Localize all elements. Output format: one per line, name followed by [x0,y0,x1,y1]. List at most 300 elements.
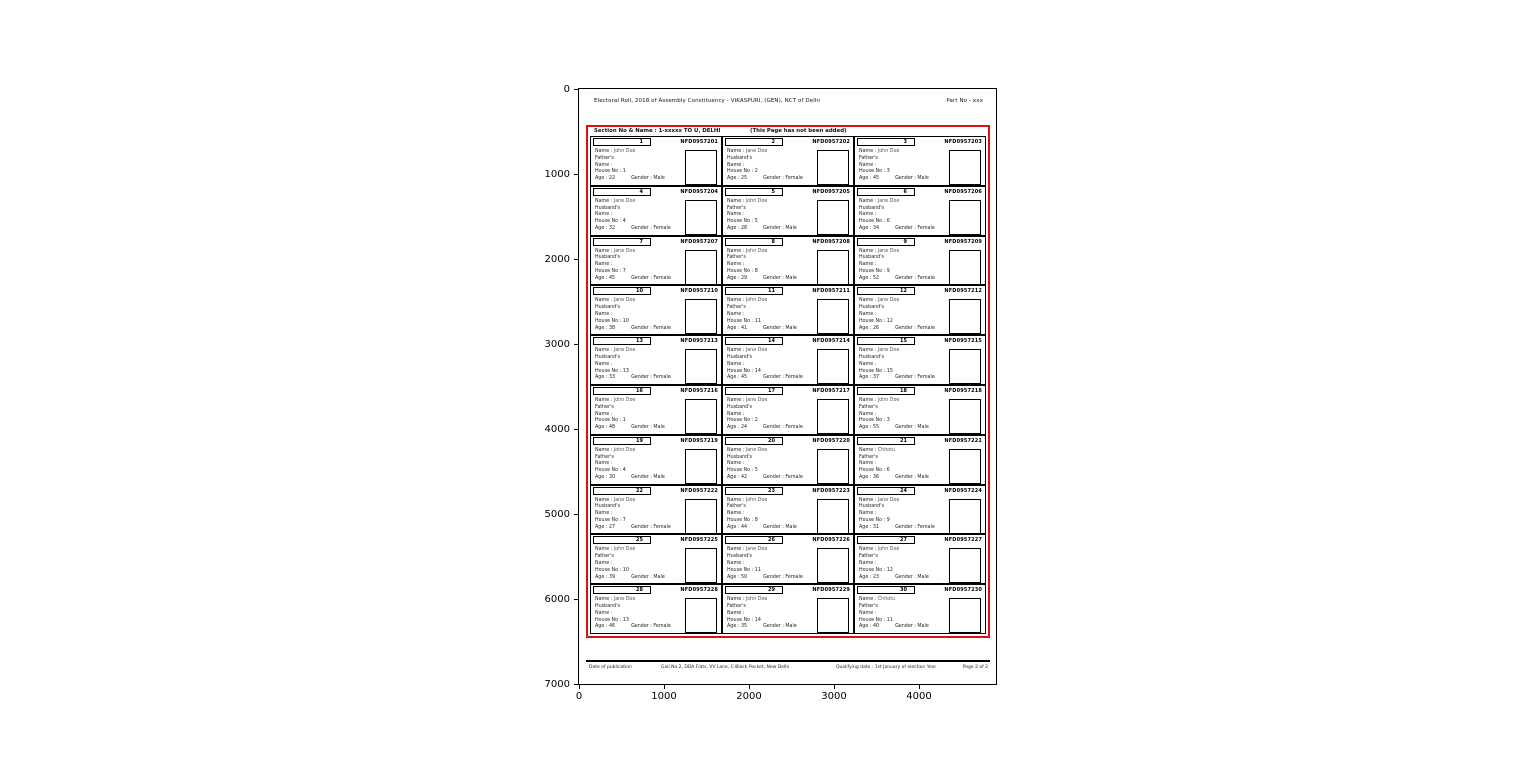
serial-number-box [857,536,915,544]
x-tick-label: 2000 [736,691,762,702]
epic-number: NFD0957226 [812,537,850,544]
gender-value: Female [917,375,935,381]
relation-name-label: Name : [727,212,745,218]
age-value: 46 [608,624,616,630]
voter-fields [595,348,687,382]
name-line [595,597,687,604]
name-label: Name : [727,447,745,453]
house-value: 4 [622,468,626,474]
serial-number: 10 [636,288,643,295]
voter-fields [595,597,687,631]
photo-placeholder-box [949,598,981,633]
age-gender-line [859,176,951,183]
house-line [727,269,819,276]
voter-fields [727,348,819,382]
footer-qualifying-date: Qualifying date : 1st January of election Year [836,665,937,670]
photo-placeholder-box [685,449,717,484]
y-tick-mark [574,89,578,90]
serial-number-box [857,337,915,345]
serial-number-box [725,487,783,495]
voter-fields [859,398,951,432]
age-value: 27 [608,524,616,530]
gender-pair [763,326,797,333]
age-pair [859,475,879,482]
epic-number: NFD0957208 [812,238,850,245]
age-value: 45 [608,275,616,281]
relation-name-label: Name : [595,162,613,168]
house-line [595,269,687,276]
age-label: Age : [859,574,872,580]
house-value: 9 [886,517,890,523]
relation-name-line [859,511,951,518]
relation-label: Husband's [859,305,885,311]
age-label: Age : [727,574,740,580]
epic-number: NFD0957203 [944,139,982,145]
serial-number: 19 [636,437,643,444]
serial-number: 11 [768,288,775,295]
gender-value: Male [653,474,665,480]
gender-label: Gender : [895,425,916,431]
epic-number: NFD0957212 [944,288,982,295]
house-value: 6 [886,219,890,225]
name-label: Name : [595,248,613,254]
y-tick-mark [574,259,578,260]
serial-number-box [857,586,915,594]
name-line [859,348,951,355]
age-pair [859,624,879,631]
relation-name-label: Name : [859,212,877,218]
house-line [859,468,951,475]
gender-value: Female [653,225,671,231]
relation-name-line [595,511,687,518]
x-tick-mark [579,685,580,689]
relation-label: Husband's [727,454,753,460]
gender-value: Male [917,425,929,431]
y-tick-mark [574,514,578,515]
photo-placeholder-box [949,200,981,235]
house-line [595,319,687,326]
house-label: House No : [595,268,622,274]
relation-label: Father's [859,603,878,609]
voter-row [591,237,985,287]
age-gender-line [727,475,819,482]
gender-value: Male [785,524,797,530]
age-label: Age : [859,474,872,480]
gender-pair [631,425,665,432]
gender-value: Female [917,325,935,331]
serial-number: 8 [771,238,775,245]
photo-placeholder-box [817,299,849,334]
age-label: Age : [859,176,872,182]
name-label: Name : [859,447,877,453]
house-line [727,568,819,575]
gender-pair [631,475,665,482]
age-pair [859,375,879,382]
house-line [595,468,687,475]
relation-label-line [859,554,951,561]
age-gender-line [595,525,687,532]
name-value: Jane Doe [877,298,900,304]
y-tick-label: 6000 [544,594,570,606]
epic-number: NFD0957214 [812,338,850,345]
footer-divider [586,660,990,662]
serial-number: 6 [903,188,907,195]
serial-number: 7 [639,238,643,245]
voter-fields [595,249,687,283]
house-value: 11 [754,567,761,573]
age-gender-line [859,276,951,283]
relation-label: Father's [859,155,878,161]
epic-number: NFD0957204 [680,188,718,195]
age-value: 45 [740,375,748,381]
age-gender-line [859,575,951,582]
name-line [727,597,819,604]
house-label: House No : [727,219,754,225]
house-label: House No : [595,468,622,474]
photo-placeholder-box [685,598,717,633]
gender-pair [895,575,929,582]
relation-name-line [595,362,687,369]
age-value: 40 [872,624,880,630]
photo-placeholder-box [685,200,717,235]
age-pair [595,525,615,532]
serial-number: 23 [768,487,775,494]
name-value: Jane Doe [613,248,636,254]
epic-number: NFD0957213 [680,338,718,345]
name-line [859,149,951,156]
house-label: House No : [727,418,754,424]
serial-number-box [593,287,651,295]
photo-placeholder-box [817,449,849,484]
house-value: 13 [622,617,629,623]
voter-fields [595,547,687,581]
gender-value: Female [917,275,935,281]
footer-publication: Date of publication [589,665,632,670]
house-value: 5 [754,219,758,225]
age-value: 39 [608,574,616,580]
name-value: Chhotu [877,597,896,603]
age-gender-line [727,575,819,582]
name-value: John Doe [745,298,768,304]
house-label: House No : [859,517,886,523]
name-value: Jane Doe [745,397,768,403]
name-label: Name : [595,497,613,503]
age-label: Age : [595,574,608,580]
relation-label-line [727,604,819,611]
relation-label: Husband's [727,155,753,161]
house-value: 11 [886,617,893,623]
epic-number: NFD0957217 [812,387,850,394]
photo-placeholder-box [685,548,717,583]
voter-card [721,436,853,484]
voter-card [591,386,721,434]
section-row [588,127,988,136]
relation-name-line [595,262,687,269]
age-value: 24 [740,425,748,431]
epic-number: NFD0957220 [812,437,850,444]
age-gender-line [727,176,819,183]
age-gender-line [859,525,951,532]
age-pair [859,525,879,532]
roll-title: Electoral Roll, 2018 of Assembly Constituency - VIKASPURI, (GEN), NCT of Delhi [594,98,821,104]
gender-value: Female [785,375,803,381]
y-tick-mark [574,599,578,600]
gender-label: Gender : [895,624,916,630]
name-label: Name : [595,447,613,453]
relation-name-line [727,511,819,518]
age-value: 34 [872,225,880,231]
voter-card [591,137,721,185]
voter-row [591,436,985,486]
house-line [727,468,819,475]
house-line [859,319,951,326]
age-pair [859,425,879,432]
voter-card [721,386,853,434]
relation-label: Husband's [595,603,621,609]
epic-number: NFD0957227 [944,537,982,544]
relation-label-line [859,405,951,412]
house-label: House No : [727,617,754,623]
age-gender-line [727,326,819,333]
voter-card [721,585,853,633]
relation-label-line [859,156,951,163]
name-value: Jane Doe [745,447,768,453]
house-value: 3 [886,169,890,175]
name-line [595,348,687,355]
relation-name-label: Name : [595,560,613,566]
house-label: House No : [595,517,622,523]
house-label: House No : [727,169,754,175]
voter-row [591,486,985,536]
footer-address: Gali No.2, DDA Flats, VV Lane, C-Block Pocket, New Delhi [661,665,790,670]
age-value: 31 [872,524,880,530]
photo-placeholder-box [817,598,849,633]
age-pair [595,276,615,283]
photo-placeholder-box [685,399,717,434]
voter-card-grid [590,136,986,634]
serial-number: 25 [636,537,643,544]
gender-label: Gender : [631,524,652,530]
name-label: Name : [595,348,613,354]
relation-name-line [595,611,687,618]
name-value: Jane Doe [613,298,636,304]
x-tick-label: 3000 [821,691,847,702]
house-line [595,219,687,226]
gender-label: Gender : [895,176,916,182]
house-value: 4 [622,219,626,225]
relation-name-label: Name : [859,610,877,616]
relation-label: Father's [859,554,878,560]
relation-name-line [859,611,951,618]
gender-value: Male [917,624,929,630]
gender-value: Male [653,574,665,580]
age-pair [595,624,615,631]
voter-row [591,535,985,585]
name-line [595,199,687,206]
house-value: 7 [622,268,626,274]
house-label: House No : [727,318,754,324]
age-value: 30 [608,474,616,480]
age-label: Age : [595,275,608,281]
serial-number: 28 [636,587,643,594]
serial-number: 13 [636,338,643,345]
epic-number: NFD0957216 [680,387,718,394]
relation-label: Husband's [727,404,753,410]
voter-card [591,336,721,384]
house-value: 1 [622,169,626,175]
house-value: 15 [886,368,893,374]
serial-number-box [725,238,783,246]
age-value: 29 [740,275,748,281]
age-pair [595,326,615,333]
voter-fields [727,199,819,233]
relation-label: Father's [595,404,614,410]
voter-fields [859,547,951,581]
age-pair [859,575,879,582]
voter-card [721,535,853,583]
name-value: John Doe [877,397,900,403]
age-value: 22 [608,176,616,182]
age-label: Age : [727,225,740,231]
gender-pair [631,525,671,532]
name-label: Name : [859,597,877,603]
house-value: 8 [754,268,758,274]
voter-card [853,336,985,384]
relation-label-line [859,355,951,362]
name-label: Name : [727,497,745,503]
gender-pair [895,276,935,283]
relation-name-line [859,262,951,269]
voter-fields [859,298,951,332]
relation-label: Father's [727,504,746,510]
photo-placeholder-box [685,150,717,185]
serial-number: 18 [900,387,907,394]
age-value: 35 [740,624,748,630]
gender-value: Male [785,225,797,231]
relation-name-label: Name : [859,461,877,467]
relation-name-label: Name : [727,560,745,566]
x-tick-mark [664,685,665,689]
age-value: 37 [872,375,880,381]
age-gender-line [595,575,687,582]
age-pair [859,326,879,333]
relation-name-label: Name : [595,311,613,317]
relation-label: Father's [859,404,878,410]
voter-fields [727,149,819,183]
serial-number: 9 [903,238,907,245]
name-label: Name : [595,198,613,204]
house-value: 6 [886,468,890,474]
relation-name-label: Name : [727,361,745,367]
gender-value: Male [653,176,665,182]
gender-label: Gender : [763,225,784,231]
gender-label: Gender : [631,425,652,431]
voter-card [591,535,721,583]
name-label: Name : [859,497,877,503]
age-value: 48 [608,425,616,431]
name-value: Jane Doe [877,198,900,204]
photo-placeholder-box [817,548,849,583]
house-label: House No : [727,567,754,573]
age-pair [727,176,747,183]
document-header [594,98,983,104]
house-label: House No : [727,517,754,523]
relation-name-label: Name : [595,411,613,417]
epic-number: NFD0957206 [944,188,982,195]
house-line [595,568,687,575]
age-gender-line [859,326,951,333]
axes [544,84,997,702]
relation-label: Father's [727,603,746,609]
voter-card [853,187,985,235]
epic-number: NFD0957202 [812,139,850,145]
age-gender-line [595,226,687,233]
x-tick-mark [834,685,835,689]
serial-number-box [593,138,651,146]
age-label: Age : [859,375,872,381]
age-label: Age : [727,425,740,431]
relation-name-line [859,561,951,568]
voter-row [591,585,985,633]
relation-label: Husband's [859,205,885,211]
gender-value: Female [785,425,803,431]
house-label: House No : [595,617,622,623]
age-label: Age : [727,474,740,480]
gender-pair [631,375,671,382]
age-gender-line [859,624,951,631]
photo-placeholder-box [949,299,981,334]
house-label: House No : [595,318,622,324]
relation-name-line [859,312,951,319]
serial-number: 21 [900,437,907,444]
age-label: Age : [859,325,872,331]
voter-row [591,137,985,187]
voter-fields [727,249,819,283]
gender-label: Gender : [895,524,916,530]
relation-name-label: Name : [727,262,745,268]
epic-number: NFD0957223 [812,487,850,494]
relation-name-line [595,312,687,319]
name-label: Name : [859,298,877,304]
name-label: Name : [727,248,745,254]
name-value: Jane Doe [745,348,768,354]
voter-row [591,187,985,237]
epic-number: NFD0957228 [680,587,718,594]
gender-pair [763,226,797,233]
voter-fields [595,199,687,233]
age-label: Age : [859,524,872,530]
serial-number-box [725,586,783,594]
relation-name-line [859,362,951,369]
gender-label: Gender : [631,176,652,182]
gender-label: Gender : [631,624,652,630]
voter-card [721,187,853,235]
section-note: (This Page has not been added) [750,128,847,134]
gender-pair [763,375,803,382]
name-label: Name : [595,397,613,403]
house-line [859,568,951,575]
serial-number-box [593,337,651,345]
epic-number: NFD0957215 [944,338,982,345]
age-pair [727,276,747,283]
house-value: 5 [754,468,758,474]
name-value: Jane Doe [877,348,900,354]
name-value: John Doe [613,397,636,403]
photo-placeholder-box [949,349,981,384]
gender-label: Gender : [631,474,652,480]
relation-label: Husband's [595,205,621,211]
age-gender-line [727,525,819,532]
